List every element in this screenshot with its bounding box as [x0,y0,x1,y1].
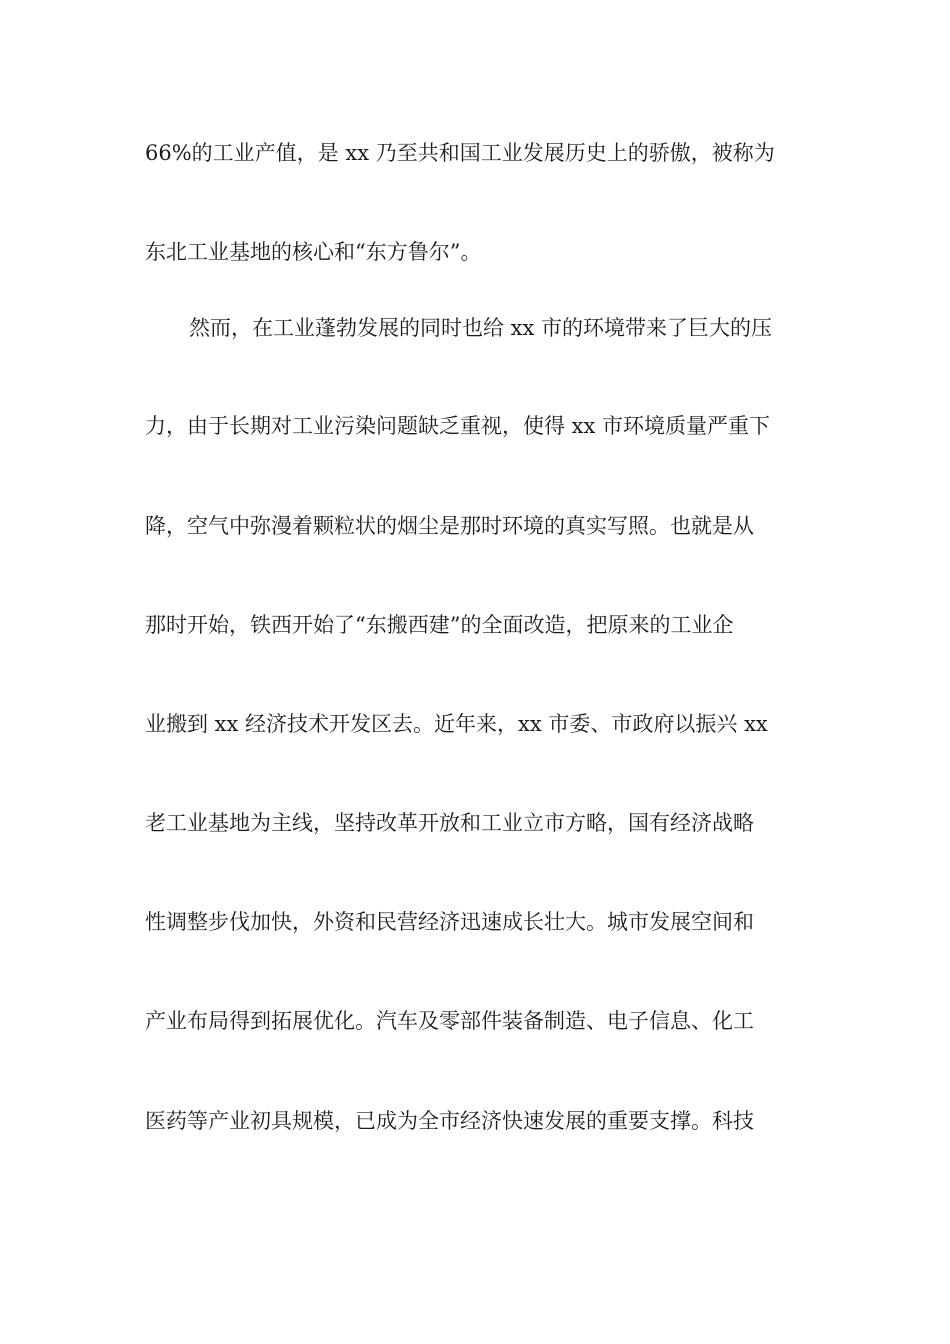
text-line: 老工业基地为主线，坚持改革开放和工业立市方略，国有经济战略 [145,811,754,835]
text-line: 性调整步伐加快，外资和民营经济迅速成长壮大。城市发展空间和 [145,910,754,934]
paragraph-first-line: 然而，在工业蓬勃发展的同时也给 xx 市的环境带来了巨大的压 [189,316,773,340]
text-line: 那时开始，铁西开始了“东搬西建”的全面改造，把原来的工业企 [145,613,734,637]
text-line: 降，空气中弥漫着颗粒状的烟尘是那时环境的真实写照。也就是从 [145,514,754,538]
text-line: 力，由于长期对工业污染问题缺乏重视，使得 xx 市环境质量严重下 [145,414,771,438]
text-line: 医药等产业初具规模，已成为全市经济快速发展的重要支撑。科技 [145,1109,754,1133]
text-line: 业搬到 xx 经济技术开发区去。近年来，xx 市委、市政府以振兴 xx [145,712,768,736]
text-line: 66%的工业产值，是 xx 乃至共和国工业发展历史上的骄傲，被称为 [145,141,775,165]
text-line: 产业布局得到拓展优化。汽车及零部件装备制造、电子信息、化工 [145,1009,754,1033]
text-line: 东北工业基地的核心和“东方鲁尔”。 [145,240,482,264]
